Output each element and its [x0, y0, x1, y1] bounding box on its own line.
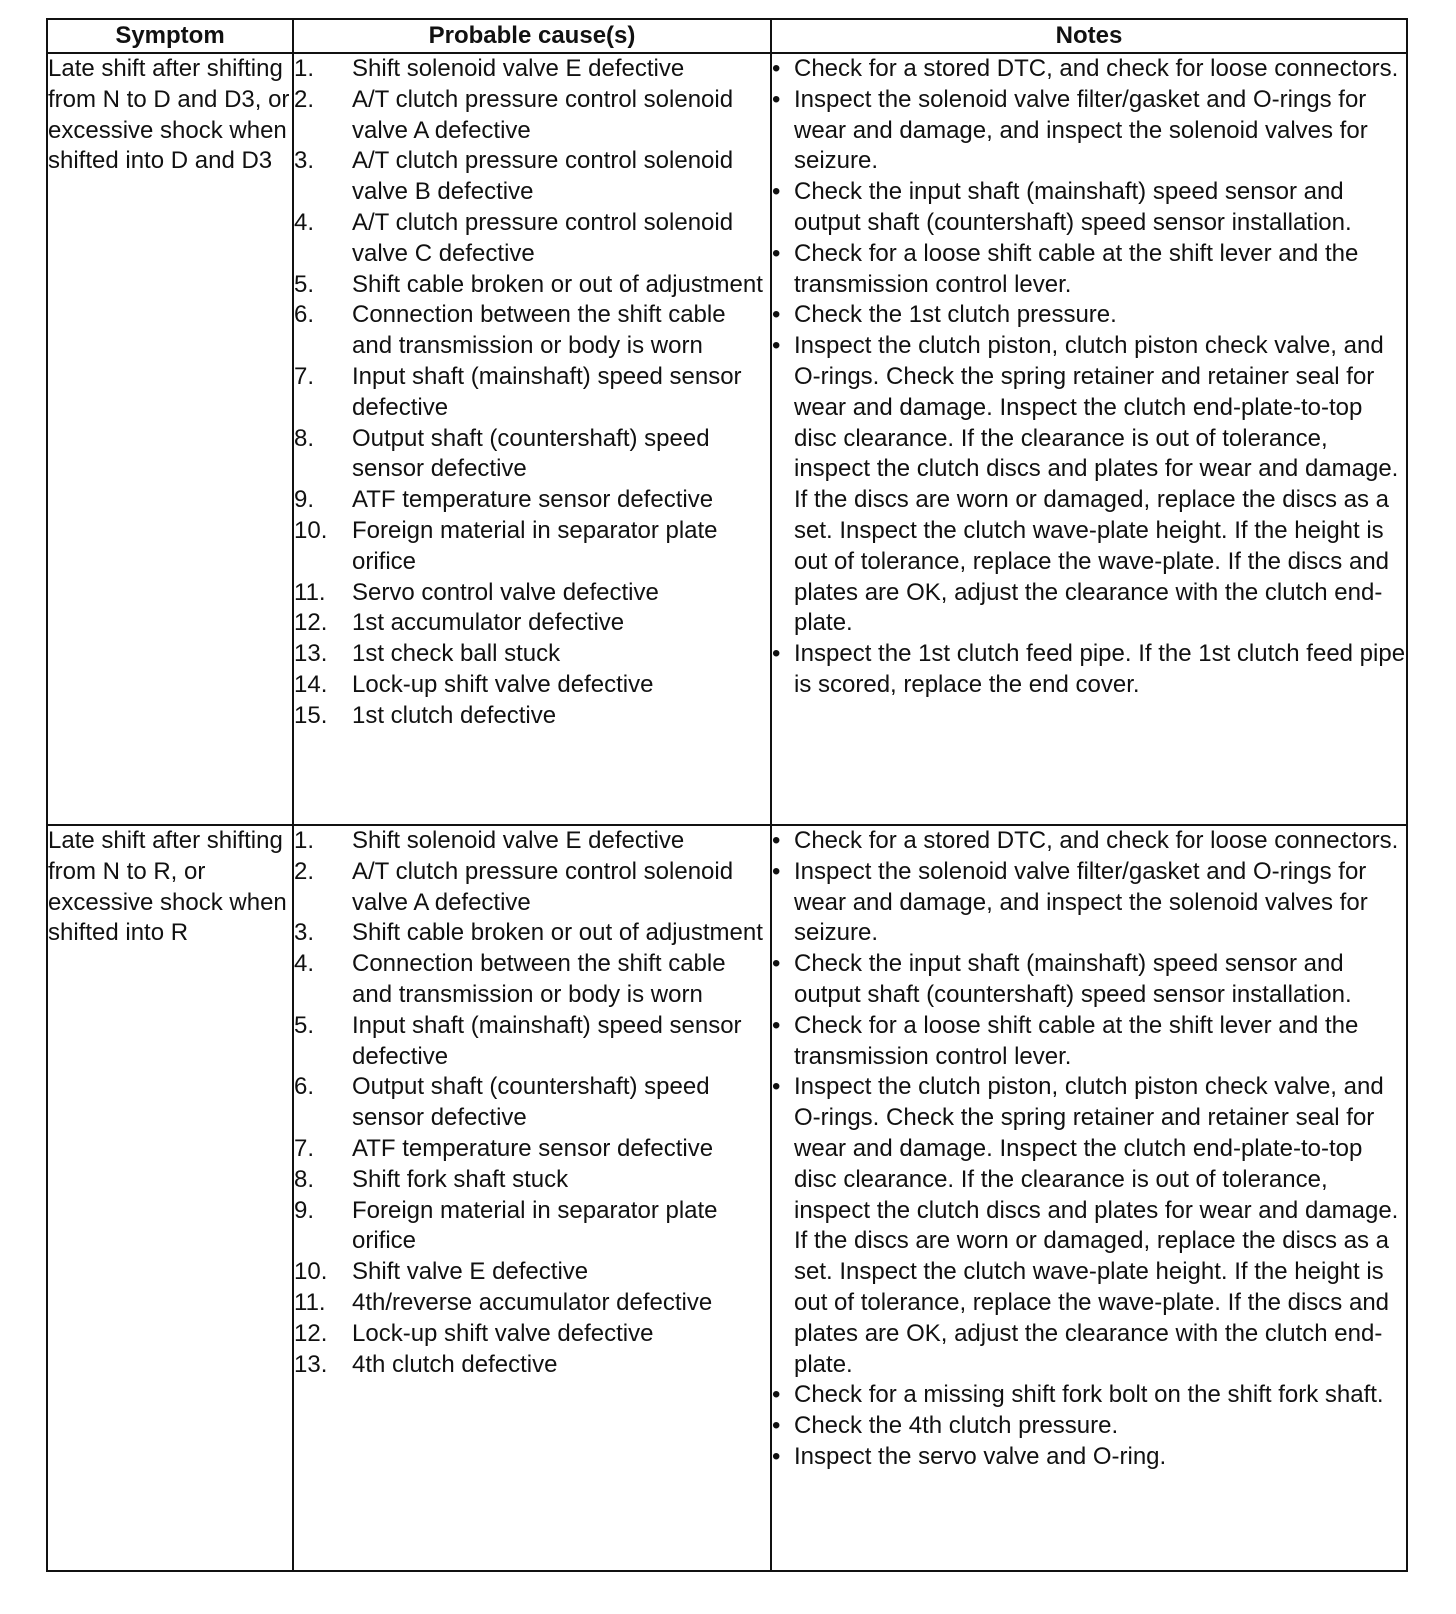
cause-number: 2. [294, 857, 315, 885]
cause-text: A/T clutch pressure control solenoid valve A defective [352, 85, 734, 144]
bullet-icon: • [772, 55, 781, 82]
cause-text: Shift cable broken or out of adjustment [352, 919, 763, 947]
cause-item [294, 1350, 770, 1381]
cause-item [294, 1072, 770, 1134]
note-text: Check for a loose shift cable at the shift lever and the transmission control lever. [794, 1011, 1359, 1070]
causes-cell [293, 53, 771, 825]
note-text: Inspect the clutch piston, clutch piston check valve, and O-rings. Check the spring retainer and retainer seal for wear and damage. Inspect the clutch end-plate-to-top disc clearance. If the clearance is out of tolerance, inspect the clutch discs and plates for wear and damage. If the discs are worn or damaged, replace the discs as a set. Inspect the clutch wave-plate height. If the height is out of tolerance, replace the wave-plate. If the discs and plates are OK, adjust the clearance with the clutch end-plate. [794, 332, 1399, 637]
cause-number: 2. [294, 85, 315, 113]
cause-number: 1. [294, 827, 315, 854]
symptom-text: Late shift after shifting from N to D and D3, or excessive shock when shifted into D and D3 [48, 55, 290, 175]
cause-number: 9. [294, 486, 315, 514]
note-item [772, 300, 1406, 331]
cause-text: Input shaft (mainshaft) speed sensor defective [352, 362, 742, 421]
cause-item [294, 85, 770, 147]
bullet-icon: • [772, 1073, 781, 1101]
note-item [772, 1380, 1406, 1411]
cause-list [294, 826, 770, 1380]
cause-item [294, 270, 770, 301]
note-text: Check the input shaft (mainshaft) speed sensor and output shaft (countershaft) speed sensor installation. [794, 178, 1352, 236]
cause-text: Connection between the shift cable and transmission or body is worn [352, 301, 726, 360]
cause-text: ATF temperature sensor defective [352, 486, 714, 514]
cause-number: 13. [294, 1350, 328, 1378]
causes-cell [293, 825, 771, 1571]
cause-text: Foreign material in separator plate orifice [352, 1196, 718, 1255]
note-text: Inspect the solenoid valve filter/gasket and O-rings for wear and damage, and inspect the solenoid valves for seizure. [794, 85, 1368, 175]
cause-item [294, 857, 770, 919]
cause-text: Output shaft (countershaft) speed sensor defective [352, 1073, 710, 1132]
cause-item [294, 608, 770, 639]
bullet-icon: • [772, 640, 781, 668]
note-item [772, 826, 1406, 857]
cause-item [294, 54, 770, 85]
note-item [772, 639, 1406, 701]
cause-text: A/T clutch pressure control solenoid valve C defective [352, 208, 734, 267]
note-text: Check the 1st clutch pressure. [794, 301, 1117, 329]
cause-number: 3. [294, 919, 315, 947]
cause-item [294, 826, 770, 857]
cause-text: A/T clutch pressure control solenoid valve A defective [352, 857, 734, 916]
cause-text: 4th clutch defective [352, 1350, 558, 1378]
cause-item [294, 300, 770, 362]
cause-text: 1st accumulator defective [352, 609, 625, 637]
cause-text: Servo control valve defective [352, 578, 659, 606]
cause-number: 10. [294, 1258, 328, 1286]
cause-number: 5. [294, 1011, 315, 1039]
note-list [772, 826, 1406, 1473]
header-row [47, 19, 1407, 53]
cause-number: 6. [294, 1073, 315, 1101]
symptom-text: Late shift after shifting from N to R, or excessive shock when shifted into R [48, 827, 287, 947]
header-probable-causes: Probable cause(s) [293, 19, 771, 53]
note-item [772, 949, 1406, 1011]
cause-text: Lock-up shift valve defective [352, 1319, 654, 1347]
cause-text: Foreign material in separator plate orifice [352, 516, 718, 575]
note-item [772, 857, 1406, 949]
cause-item [294, 639, 770, 670]
note-text: Inspect the solenoid valve filter/gasket and O-rings for wear and damage, and inspect the solenoid valves for seizure. [794, 857, 1368, 947]
bullet-icon: • [772, 178, 781, 206]
cause-item [294, 146, 770, 208]
cause-number: 8. [294, 424, 315, 452]
cause-item [294, 1196, 770, 1258]
cause-text: 4th/reverse accumulator defective [352, 1288, 713, 1316]
bullet-icon: • [772, 1381, 781, 1409]
note-text: Inspect the clutch piston, clutch piston check valve, and O-rings. Check the spring retainer and retainer seal for wear and damage. Inspect the clutch end-plate-to-top disc clearance. If the clearance is out of tolerance, inspect the clutch discs and plates for wear and damage. If the discs are worn or damaged, replace the discs as a set. Inspect the clutch wave-plate height. If the height is out of tolerance, replace the wave-plate. If the discs and plates are OK, adjust the clearance with the clutch end-plate. [794, 1073, 1399, 1378]
header-notes: Notes [771, 19, 1407, 53]
bullet-icon: • [772, 1442, 781, 1470]
cause-number: 7. [294, 1134, 315, 1162]
cause-item [294, 424, 770, 486]
symptom-cell [47, 53, 293, 825]
cause-text: Shift cable broken or out of adjustment [352, 270, 763, 298]
note-item [772, 1011, 1406, 1073]
cause-number: 1. [294, 55, 315, 82]
table-body [47, 53, 1407, 1571]
notes-cell [771, 53, 1407, 825]
cause-number: 9. [294, 1196, 315, 1224]
bullet-icon: • [772, 85, 781, 113]
note-item [772, 1411, 1406, 1442]
bullet-icon: • [772, 1412, 781, 1440]
cause-text: Output shaft (countershaft) speed sensor defective [352, 424, 710, 483]
cause-text: 1st clutch defective [352, 701, 557, 729]
bullet-icon: • [772, 827, 781, 854]
cause-text: Shift solenoid valve E defective [352, 55, 685, 82]
note-item [772, 85, 1406, 177]
note-text: Check for a stored DTC, and check for loose connectors. [794, 55, 1399, 82]
cause-item [294, 1288, 770, 1319]
note-item [772, 1072, 1406, 1380]
bullet-icon: • [772, 857, 781, 885]
cause-text: Lock-up shift valve defective [352, 670, 654, 698]
cause-text: A/T clutch pressure control solenoid valve B defective [352, 147, 734, 206]
cause-item [294, 918, 770, 949]
note-item [772, 239, 1406, 301]
cause-number: 4. [294, 950, 315, 978]
note-text: Inspect the 1st clutch feed pipe. If the 1st clutch feed pipe is scored, replace the end cover. [794, 640, 1406, 698]
cause-item [294, 701, 770, 732]
cause-number: 7. [294, 362, 315, 390]
cause-text: Connection between the shift cable and transmission or body is worn [352, 950, 726, 1008]
cause-item [294, 949, 770, 1011]
cause-item [294, 1165, 770, 1196]
header-symptom: Symptom [47, 19, 293, 53]
note-text: Check for a missing shift fork bolt on the shift fork shaft. [794, 1381, 1384, 1409]
cause-item [294, 1134, 770, 1165]
cause-number: 14. [294, 670, 328, 698]
cause-number: 4. [294, 208, 315, 236]
bullet-icon: • [772, 332, 781, 360]
symptom-cell [47, 825, 293, 1571]
note-text: Check the input shaft (mainshaft) speed sensor and output shaft (countershaft) speed sensor installation. [794, 950, 1352, 1008]
table-row [47, 53, 1407, 825]
cause-item [294, 1257, 770, 1288]
cause-text: ATF temperature sensor defective [352, 1134, 714, 1162]
cause-text: Input shaft (mainshaft) speed sensor defective [352, 1011, 742, 1070]
note-item [772, 54, 1406, 85]
cause-list [294, 54, 770, 732]
note-text: Check for a loose shift cable at the shift lever and the transmission control lever. [794, 239, 1359, 298]
cause-text: Shift valve E defective [352, 1258, 589, 1286]
cause-item [294, 485, 770, 516]
bullet-icon: • [772, 239, 781, 267]
note-item [772, 177, 1406, 239]
cause-number: 12. [294, 1319, 328, 1347]
bullet-icon: • [772, 950, 781, 978]
cause-number: 15. [294, 701, 328, 729]
cause-number: 6. [294, 301, 315, 329]
cause-item [294, 1011, 770, 1073]
notes-cell [771, 825, 1407, 1571]
bullet-icon: • [772, 1011, 781, 1039]
note-text: Check for a stored DTC, and check for loose connectors. [794, 827, 1399, 854]
cause-text: 1st check ball stuck [352, 640, 561, 668]
cause-number: 13. [294, 640, 328, 668]
cause-item [294, 362, 770, 424]
note-item [772, 1442, 1406, 1473]
cause-number: 8. [294, 1165, 315, 1193]
cause-number: 3. [294, 147, 315, 175]
note-text: Check the 4th clutch pressure. [794, 1412, 1119, 1440]
table-row [47, 825, 1407, 1571]
cause-text: Shift fork shaft stuck [352, 1165, 569, 1193]
troubleshooting-table [46, 18, 1408, 1572]
note-list [772, 54, 1406, 701]
cause-number: 12. [294, 609, 328, 637]
cause-item [294, 208, 770, 270]
cause-number: 5. [294, 270, 315, 298]
cause-item [294, 670, 770, 701]
cause-item [294, 516, 770, 578]
note-text: Inspect the servo valve and O-ring. [794, 1442, 1167, 1470]
cause-number: 10. [294, 516, 328, 544]
cause-text: Shift solenoid valve E defective [352, 827, 685, 854]
note-item [772, 331, 1406, 639]
bullet-icon: • [772, 301, 781, 329]
cause-item [294, 578, 770, 609]
cause-number: 11. [294, 1288, 326, 1316]
cause-number: 11. [294, 578, 326, 606]
cause-item [294, 1319, 770, 1350]
